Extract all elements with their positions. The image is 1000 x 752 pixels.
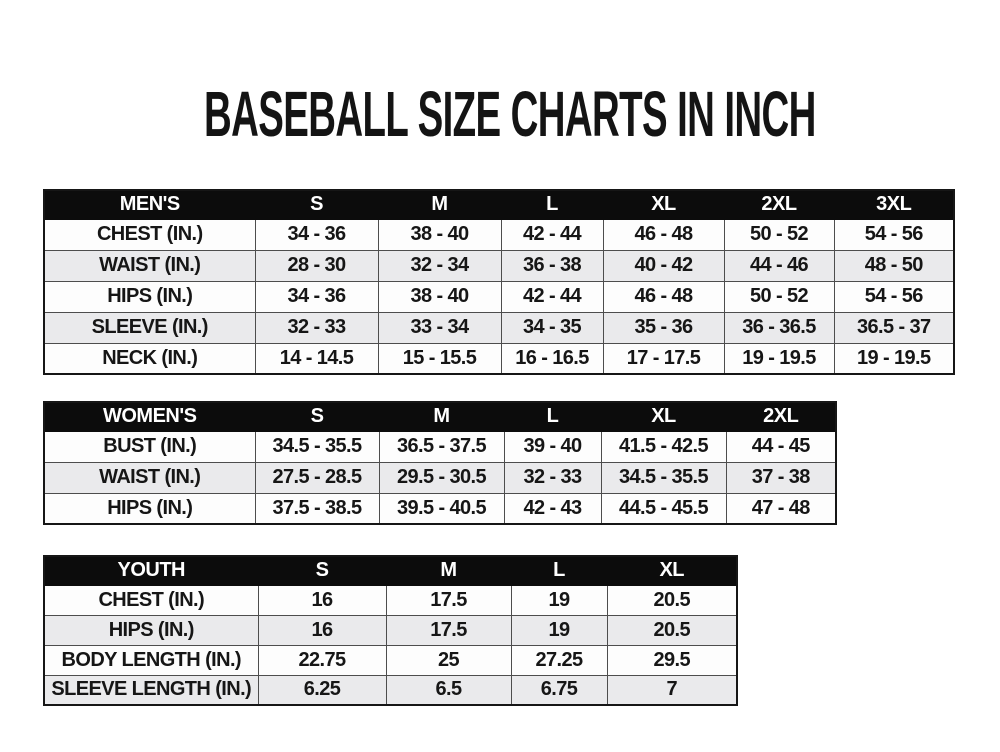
size-column-header: S — [258, 556, 386, 585]
size-value: 32 - 33 — [504, 462, 601, 493]
size-value: 27.5 - 28.5 — [255, 462, 379, 493]
size-value: 35 - 36 — [603, 312, 724, 343]
size-value: 54 - 56 — [834, 219, 954, 250]
size-value: 47 - 48 — [726, 493, 836, 524]
table-row — [44, 615, 737, 645]
size-column-header: M — [386, 556, 511, 585]
size-value: 37.5 - 38.5 — [255, 493, 379, 524]
table-row — [44, 493, 836, 524]
size-value: 17.5 — [386, 615, 511, 645]
size-value: 16 - 16.5 — [501, 343, 603, 374]
size-value: 38 - 40 — [378, 281, 501, 312]
size-value: 50 - 52 — [724, 281, 834, 312]
size-value: 6.75 — [511, 675, 607, 705]
size-value: 19 - 19.5 — [834, 343, 954, 374]
size-column-header: S — [255, 402, 379, 431]
measurement-label: NECK (IN.) — [44, 343, 255, 374]
size-column-header: S — [255, 190, 378, 219]
size-column-header: 2XL — [724, 190, 834, 219]
measurement-label: WAIST (IN.) — [44, 462, 255, 493]
size-value: 34 - 35 — [501, 312, 603, 343]
size-value: 36.5 - 37.5 — [379, 431, 504, 462]
size-value: 50 - 52 — [724, 219, 834, 250]
size-column-header: XL — [603, 190, 724, 219]
page-title-container — [0, 78, 1000, 150]
size-value: 32 - 34 — [378, 250, 501, 281]
size-value: 39.5 - 40.5 — [379, 493, 504, 524]
size-value: 17 - 17.5 — [603, 343, 724, 374]
size-column-header: XL — [601, 402, 726, 431]
measurement-label: WAIST (IN.) — [44, 250, 255, 281]
size-value: 16 — [258, 585, 386, 615]
size-value: 37 - 38 — [726, 462, 836, 493]
size-value: 46 - 48 — [603, 281, 724, 312]
table-header-row — [44, 190, 954, 219]
size-value: 40 - 42 — [603, 250, 724, 281]
size-value: 15 - 15.5 — [378, 343, 501, 374]
size-value: 34.5 - 35.5 — [601, 462, 726, 493]
size-value: 25 — [386, 645, 511, 675]
table-row — [44, 312, 954, 343]
measurement-label: HIPS (IN.) — [44, 615, 258, 645]
youth-size-table — [43, 555, 738, 706]
measurement-label: SLEEVE LENGTH (IN.) — [44, 675, 258, 705]
size-value: 36.5 - 37 — [834, 312, 954, 343]
size-value: 29.5 — [607, 645, 737, 675]
youth-size-table-section — [43, 555, 738, 706]
size-value: 29.5 - 30.5 — [379, 462, 504, 493]
table-row — [44, 462, 836, 493]
table-header-row — [44, 402, 836, 431]
size-value: 20.5 — [607, 585, 737, 615]
size-value: 7 — [607, 675, 737, 705]
table-row — [44, 343, 954, 374]
size-value: 16 — [258, 615, 386, 645]
size-value: 42 - 44 — [501, 219, 603, 250]
size-value: 6.5 — [386, 675, 511, 705]
measurement-label: BUST (IN.) — [44, 431, 255, 462]
measurement-label: BODY LENGTH (IN.) — [44, 645, 258, 675]
size-value: 33 - 34 — [378, 312, 501, 343]
size-value: 19 — [511, 585, 607, 615]
measurement-label: HIPS (IN.) — [44, 493, 255, 524]
size-value: 44 - 46 — [724, 250, 834, 281]
table-row — [44, 431, 836, 462]
size-value: 19 - 19.5 — [724, 343, 834, 374]
womens-size-table — [43, 401, 837, 525]
size-value: 22.75 — [258, 645, 386, 675]
womens-size-table-section — [43, 401, 837, 525]
table-row — [44, 675, 737, 705]
size-value: 44.5 - 45.5 — [601, 493, 726, 524]
size-column-header: 3XL — [834, 190, 954, 219]
size-column-header: L — [511, 556, 607, 585]
page-title: BASEBALL SIZE CHARTS IN INCH — [203, 78, 816, 150]
group-header-cell: MEN'S — [44, 190, 255, 219]
size-column-header: L — [501, 190, 603, 219]
size-column-header: L — [504, 402, 601, 431]
group-header-cell: WOMEN'S — [44, 402, 255, 431]
table-row — [44, 250, 954, 281]
size-value: 48 - 50 — [834, 250, 954, 281]
mens-size-table — [43, 189, 955, 375]
size-value: 38 - 40 — [378, 219, 501, 250]
table-row — [44, 645, 737, 675]
measurement-label: CHEST (IN.) — [44, 219, 255, 250]
size-column-header: XL — [607, 556, 737, 585]
size-column-header: M — [379, 402, 504, 431]
measurement-label: SLEEVE (IN.) — [44, 312, 255, 343]
size-value: 28 - 30 — [255, 250, 378, 281]
size-value: 20.5 — [607, 615, 737, 645]
table-row — [44, 281, 954, 312]
measurement-label: CHEST (IN.) — [44, 585, 258, 615]
size-value: 27.25 — [511, 645, 607, 675]
size-value: 44 - 45 — [726, 431, 836, 462]
size-value: 42 - 44 — [501, 281, 603, 312]
size-value: 46 - 48 — [603, 219, 724, 250]
size-value: 42 - 43 — [504, 493, 601, 524]
size-value: 36 - 36.5 — [724, 312, 834, 343]
size-value: 6.25 — [258, 675, 386, 705]
size-value: 32 - 33 — [255, 312, 378, 343]
size-column-header: M — [378, 190, 501, 219]
size-column-header: 2XL — [726, 402, 836, 431]
size-value: 39 - 40 — [504, 431, 601, 462]
group-header-cell: YOUTH — [44, 556, 258, 585]
size-value: 17.5 — [386, 585, 511, 615]
size-value: 34 - 36 — [255, 281, 378, 312]
measurement-label: HIPS (IN.) — [44, 281, 255, 312]
size-value: 14 - 14.5 — [255, 343, 378, 374]
mens-size-table-section — [43, 189, 955, 375]
table-header-row — [44, 556, 737, 585]
size-value: 36 - 38 — [501, 250, 603, 281]
size-value: 34 - 36 — [255, 219, 378, 250]
size-value: 41.5 - 42.5 — [601, 431, 726, 462]
size-value: 34.5 - 35.5 — [255, 431, 379, 462]
size-value: 54 - 56 — [834, 281, 954, 312]
table-row — [44, 585, 737, 615]
table-row — [44, 219, 954, 250]
size-value: 19 — [511, 615, 607, 645]
